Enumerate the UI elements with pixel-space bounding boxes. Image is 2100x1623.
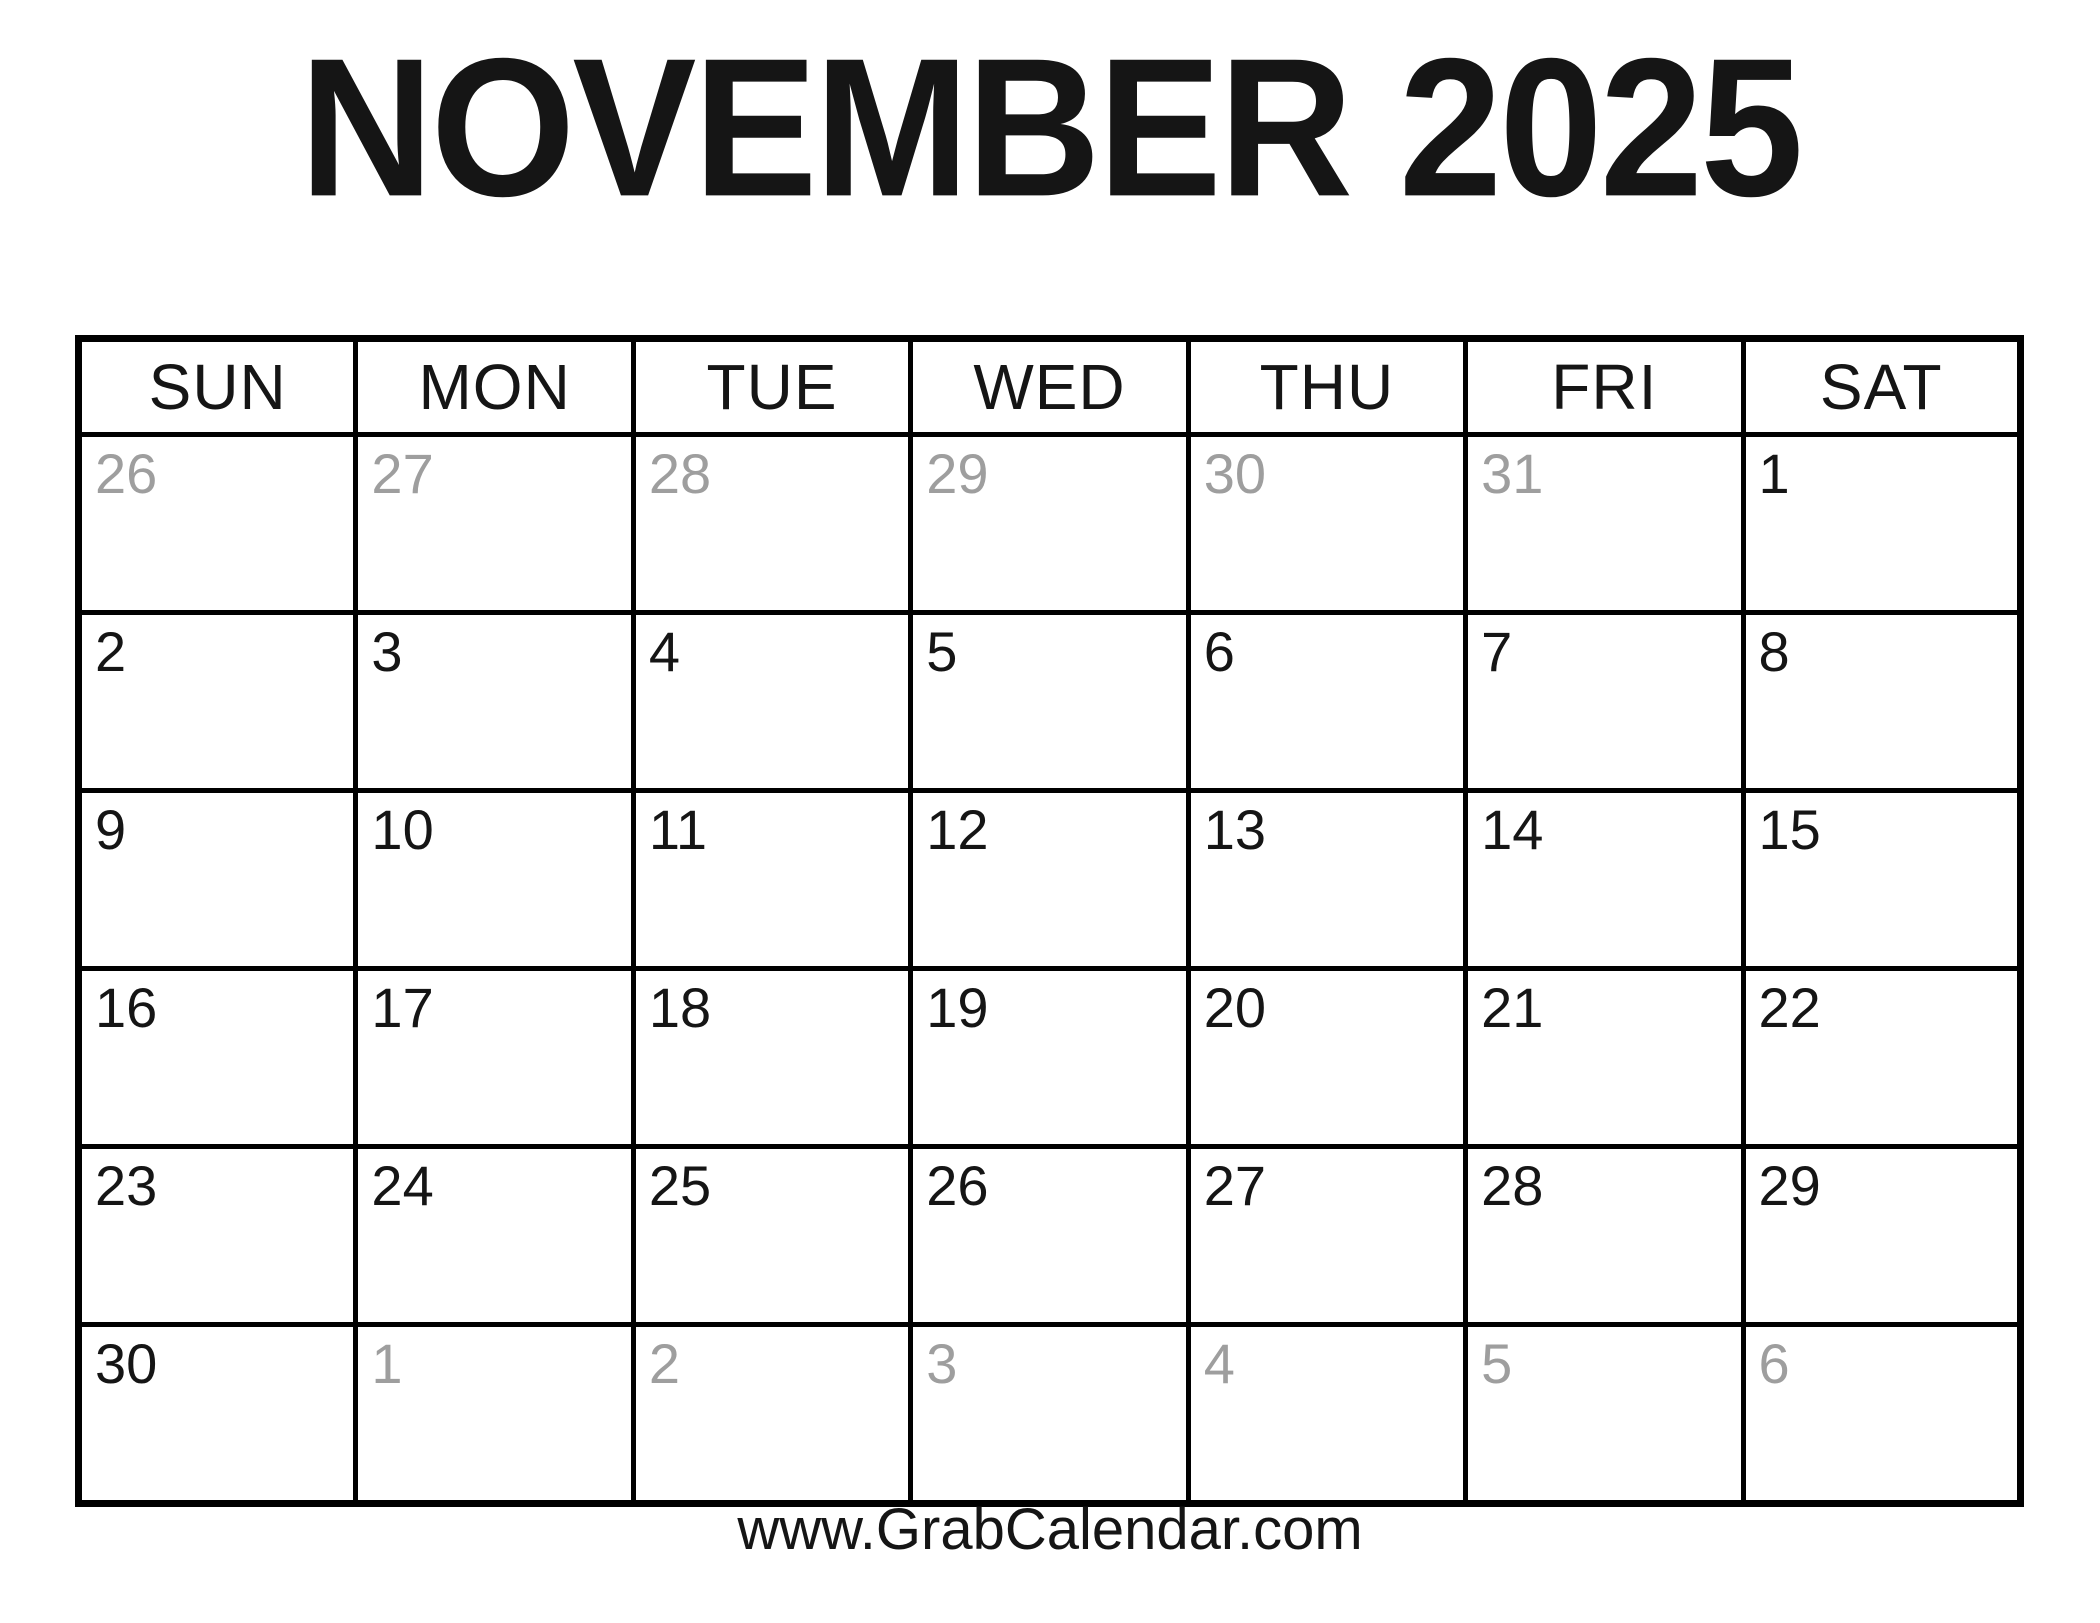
day-cell — [1466, 1325, 1743, 1504]
day-number: 8 — [1758, 620, 1790, 683]
day-number: 6 — [1758, 1332, 1790, 1395]
day-number: 30 — [1203, 442, 1266, 505]
day-number: 4 — [648, 620, 680, 683]
day-number: 10 — [371, 798, 434, 861]
week-row-4 — [79, 969, 2021, 1147]
weekday-header-mon: MON — [356, 339, 633, 435]
day-cell — [633, 791, 910, 969]
day-cell — [1188, 791, 1465, 969]
weekday-header-sat: SAT — [1743, 339, 2020, 435]
day-cell — [79, 435, 356, 613]
day-cell — [79, 791, 356, 969]
weekday-header-thu: THU — [1188, 339, 1465, 435]
week-row-1 — [79, 435, 2021, 613]
day-cell — [356, 435, 633, 613]
day-number: 15 — [1758, 798, 1821, 861]
day-number: 11 — [648, 798, 707, 861]
day-cell — [1188, 613, 1465, 791]
day-number: 28 — [648, 442, 712, 505]
day-cell — [1466, 791, 1743, 969]
day-cell — [911, 969, 1188, 1147]
weekday-header-tue: TUE — [633, 339, 910, 435]
day-number: 6 — [1203, 620, 1235, 683]
day-number: 24 — [371, 1154, 434, 1217]
day-number: 13 — [1203, 798, 1266, 861]
day-number: 4 — [1203, 1332, 1235, 1395]
day-number: 23 — [95, 1154, 158, 1217]
day-cell — [911, 613, 1188, 791]
day-number: 31 — [1481, 442, 1544, 505]
day-number: 9 — [95, 798, 127, 861]
day-cell — [356, 969, 633, 1147]
week-row-5 — [79, 1147, 2021, 1325]
day-number: 3 — [371, 620, 403, 683]
day-cell — [79, 1147, 356, 1325]
day-number: 5 — [926, 620, 958, 683]
day-cell — [1743, 791, 2020, 969]
day-number: 29 — [1758, 1154, 1821, 1217]
day-number: 20 — [1203, 976, 1266, 1039]
day-cell — [633, 613, 910, 791]
day-cell — [356, 1147, 633, 1325]
day-cell — [79, 969, 356, 1147]
weekday-header-wed: WED — [911, 339, 1188, 435]
day-number: 19 — [926, 976, 989, 1039]
day-cell — [1743, 1325, 2020, 1504]
day-cell — [356, 1325, 633, 1504]
day-number: 1 — [371, 1332, 403, 1395]
day-cell — [633, 435, 910, 613]
day-number: 22 — [1758, 976, 1821, 1039]
day-cell — [1188, 1147, 1465, 1325]
day-number: 5 — [1481, 1332, 1513, 1395]
day-number: 7 — [1481, 620, 1513, 683]
day-cell — [911, 435, 1188, 613]
day-number: 17 — [371, 976, 434, 1039]
day-number: 27 — [1203, 1154, 1266, 1217]
day-cell — [633, 1147, 910, 1325]
day-cell — [1188, 1325, 1465, 1504]
week-row-2 — [79, 613, 2021, 791]
day-number: 18 — [648, 976, 712, 1039]
day-cell — [911, 791, 1188, 969]
day-cell — [356, 791, 633, 969]
day-number: 28 — [1481, 1154, 1544, 1217]
weekday-header-fri: FRI — [1466, 339, 1743, 435]
calendar-title: NOVEMBER 2025 — [299, 18, 1801, 238]
day-number: 26 — [95, 442, 158, 505]
day-cell — [633, 969, 910, 1147]
day-cell — [1188, 969, 1465, 1147]
calendar-table — [75, 335, 2024, 1507]
day-number: 3 — [926, 1332, 958, 1395]
week-row-3 — [79, 791, 2021, 969]
day-number: 29 — [926, 442, 989, 505]
day-number: 25 — [648, 1154, 712, 1217]
day-cell — [1743, 1147, 2020, 1325]
day-number: 2 — [95, 620, 127, 683]
day-cell — [911, 1147, 1188, 1325]
day-cell — [79, 1325, 356, 1504]
day-cell — [356, 613, 633, 791]
weekday-header-sun: SUN — [79, 339, 356, 435]
day-number: 1 — [1758, 442, 1790, 505]
day-number: 30 — [95, 1332, 158, 1395]
day-cell — [1743, 435, 2020, 613]
day-cell — [1466, 1147, 1743, 1325]
day-cell — [911, 1325, 1188, 1504]
day-cell — [1743, 969, 2020, 1147]
day-number: 27 — [371, 442, 434, 505]
week-row-6 — [79, 1325, 2021, 1504]
day-cell — [1466, 613, 1743, 791]
day-number: 14 — [1481, 798, 1544, 861]
day-cell — [1466, 969, 1743, 1147]
day-cell — [1743, 613, 2020, 791]
day-cell — [79, 613, 356, 791]
weekday-header-row — [79, 339, 2021, 435]
day-number: 2 — [648, 1332, 680, 1395]
day-cell — [1466, 435, 1743, 613]
website-url: www.GrabCalendar.com — [737, 1497, 1363, 1562]
day-number: 16 — [95, 976, 158, 1039]
day-cell — [633, 1325, 910, 1504]
day-number: 26 — [926, 1154, 989, 1217]
day-cell — [1188, 435, 1465, 613]
day-number: 21 — [1481, 976, 1544, 1039]
day-number: 12 — [926, 798, 989, 861]
